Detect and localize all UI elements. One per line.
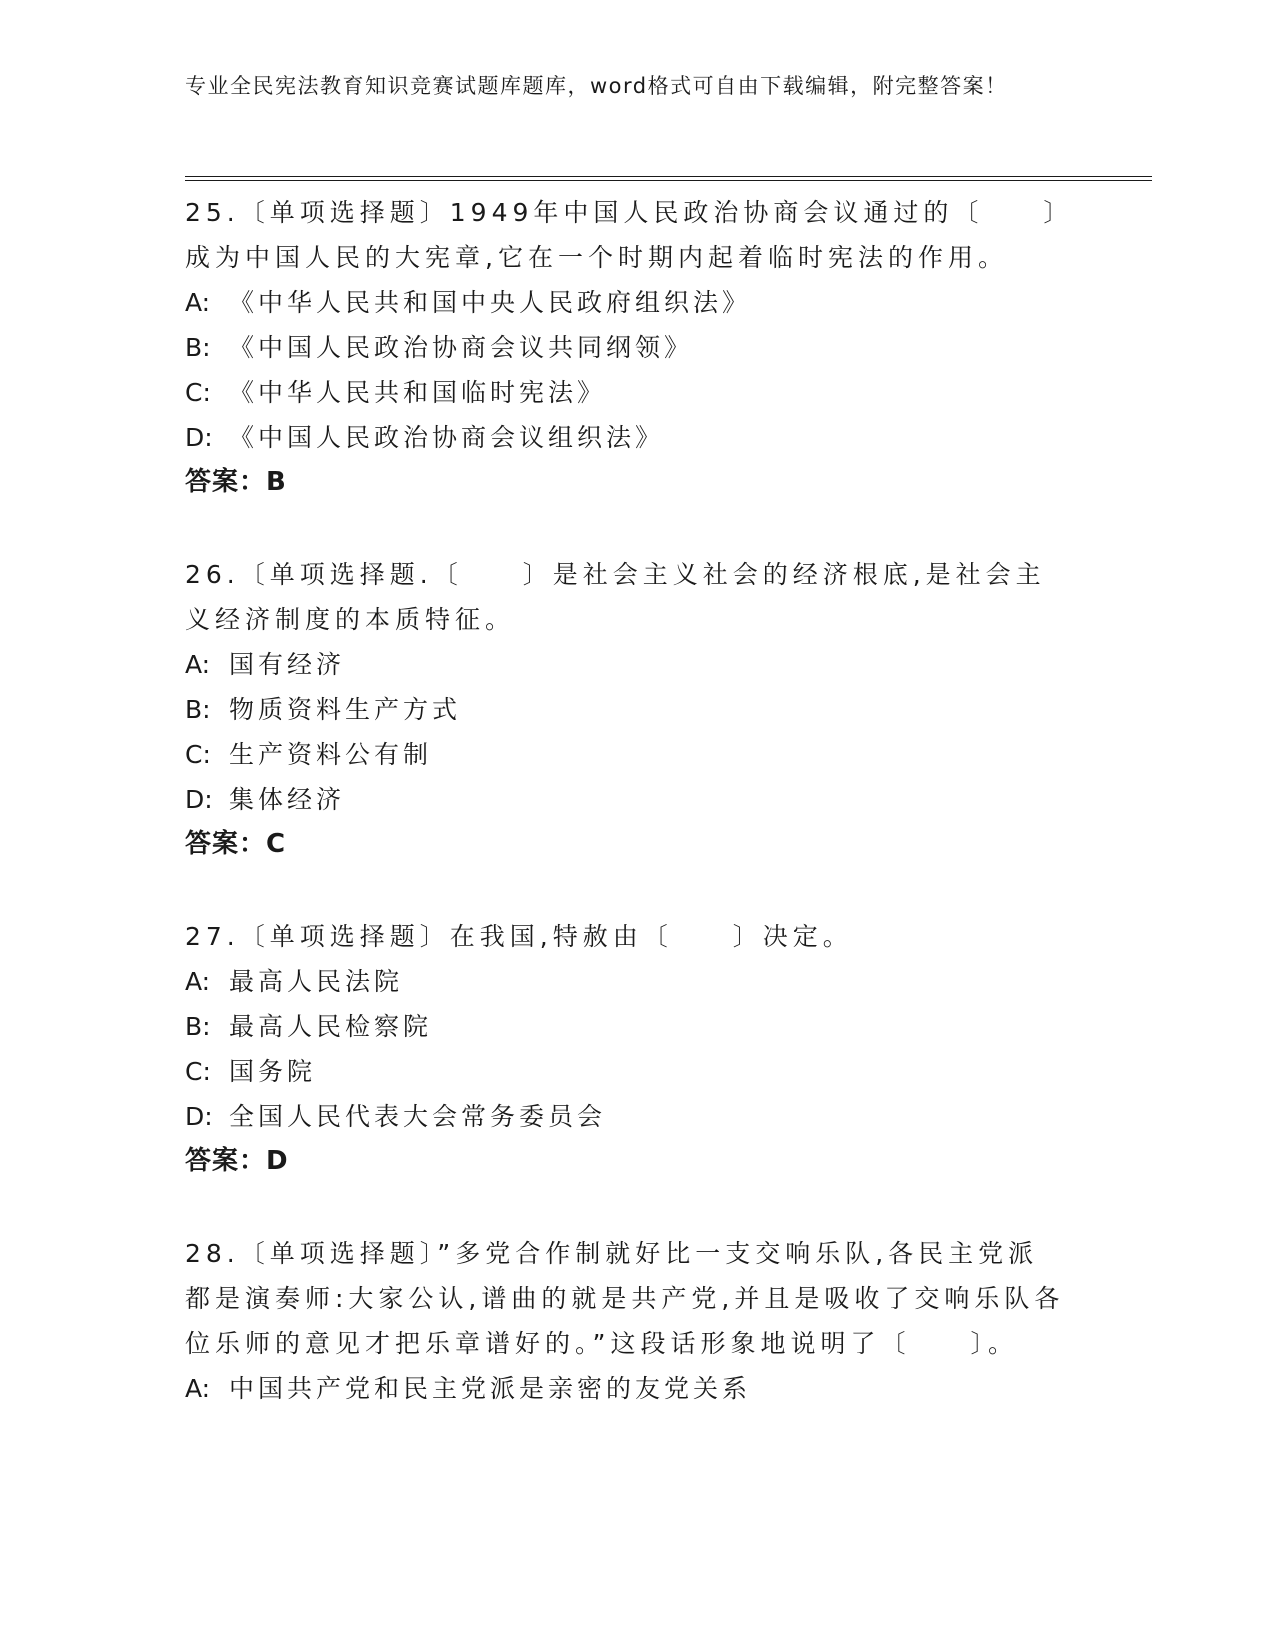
option-text: 全国人民代表大会常务委员会 — [229, 1102, 607, 1131]
answer: 答案：B — [185, 467, 287, 497]
question-26 — [185, 552, 1085, 867]
option-text: 《中国人民政治协商会议组织法》 — [229, 423, 665, 452]
question-28 — [185, 1231, 1085, 1411]
question-text: 26.〔单项选择题.〔 〕是社会主义社会的经济根底,是社会主义经济制度的本质特征。 — [185, 560, 1046, 634]
option-key: D: — [185, 1102, 213, 1131]
answer: 答案：D — [185, 1146, 289, 1176]
page-header: 专业全民宪法教育知识竞赛试题库题库，word格式可自由下载编辑，附完整答案！ — [185, 74, 1008, 98]
option-key: A: — [185, 967, 211, 996]
option-key: A: — [185, 650, 211, 679]
option-key: B: — [185, 695, 211, 724]
option-d — [185, 777, 1085, 822]
option-key: D: — [185, 785, 213, 814]
answer: 答案：C — [185, 829, 287, 859]
option-key: C: — [185, 1057, 211, 1086]
option-b — [185, 1004, 1085, 1049]
question-text: 27.〔单项选择题〕在我国,特赦由〔 〕决定。 — [185, 922, 853, 951]
option-key: A: — [185, 1374, 211, 1403]
option-a — [185, 280, 1085, 325]
header-divider — [185, 176, 1152, 181]
option-text: 国有经济 — [229, 650, 346, 679]
option-text: 《中国人民政治协商会议共同纲领》 — [229, 333, 694, 362]
option-key: B: — [185, 333, 211, 362]
option-b — [185, 325, 1085, 370]
option-c — [185, 732, 1085, 777]
option-text: 中国共产党和民主党派是亲密的友党关系 — [229, 1374, 752, 1403]
option-c — [185, 370, 1085, 415]
option-b — [185, 687, 1085, 732]
option-c — [185, 1049, 1085, 1094]
question-27 — [185, 914, 1085, 1184]
option-d — [185, 415, 1085, 460]
question-text: 25.〔单项选择题〕1949年中国人民政治协商会议通过的〔 〕成为中国人民的大宪章,它在一个时期内起着临时宪法的作用。 — [185, 198, 1061, 272]
option-text: 物质资料生产方式 — [229, 695, 462, 724]
option-key: C: — [185, 740, 211, 769]
option-key: A: — [185, 288, 211, 317]
option-a — [185, 1366, 1085, 1411]
option-text: 集体经济 — [229, 785, 346, 814]
option-text: 《中华人民共和国临时宪法》 — [229, 378, 607, 407]
option-text: 生产资料公有制 — [229, 740, 433, 769]
option-key: B: — [185, 1012, 211, 1041]
option-key: D: — [185, 423, 213, 452]
option-text: 最高人民检察院 — [229, 1012, 433, 1041]
option-a — [185, 959, 1085, 1004]
question-text: 28.〔单项选择题〕”多党合作制就好比一支交响乐队,各民主党派都是演奏师:大家公认,谱曲的就是共产党,并且是吸收了交响乐队各位乐师的意见才把乐章谱好的。”这段话形象地说明了〔 〕。 — [185, 1239, 1065, 1358]
question-list — [185, 190, 1085, 1458]
option-d — [185, 1094, 1085, 1139]
option-a — [185, 642, 1085, 687]
option-text: 最高人民法院 — [229, 967, 404, 996]
option-key: C: — [185, 378, 211, 407]
question-25 — [185, 190, 1085, 505]
option-text: 国务院 — [229, 1057, 317, 1086]
option-text: 《中华人民共和国中央人民政府组织法》 — [229, 288, 752, 317]
